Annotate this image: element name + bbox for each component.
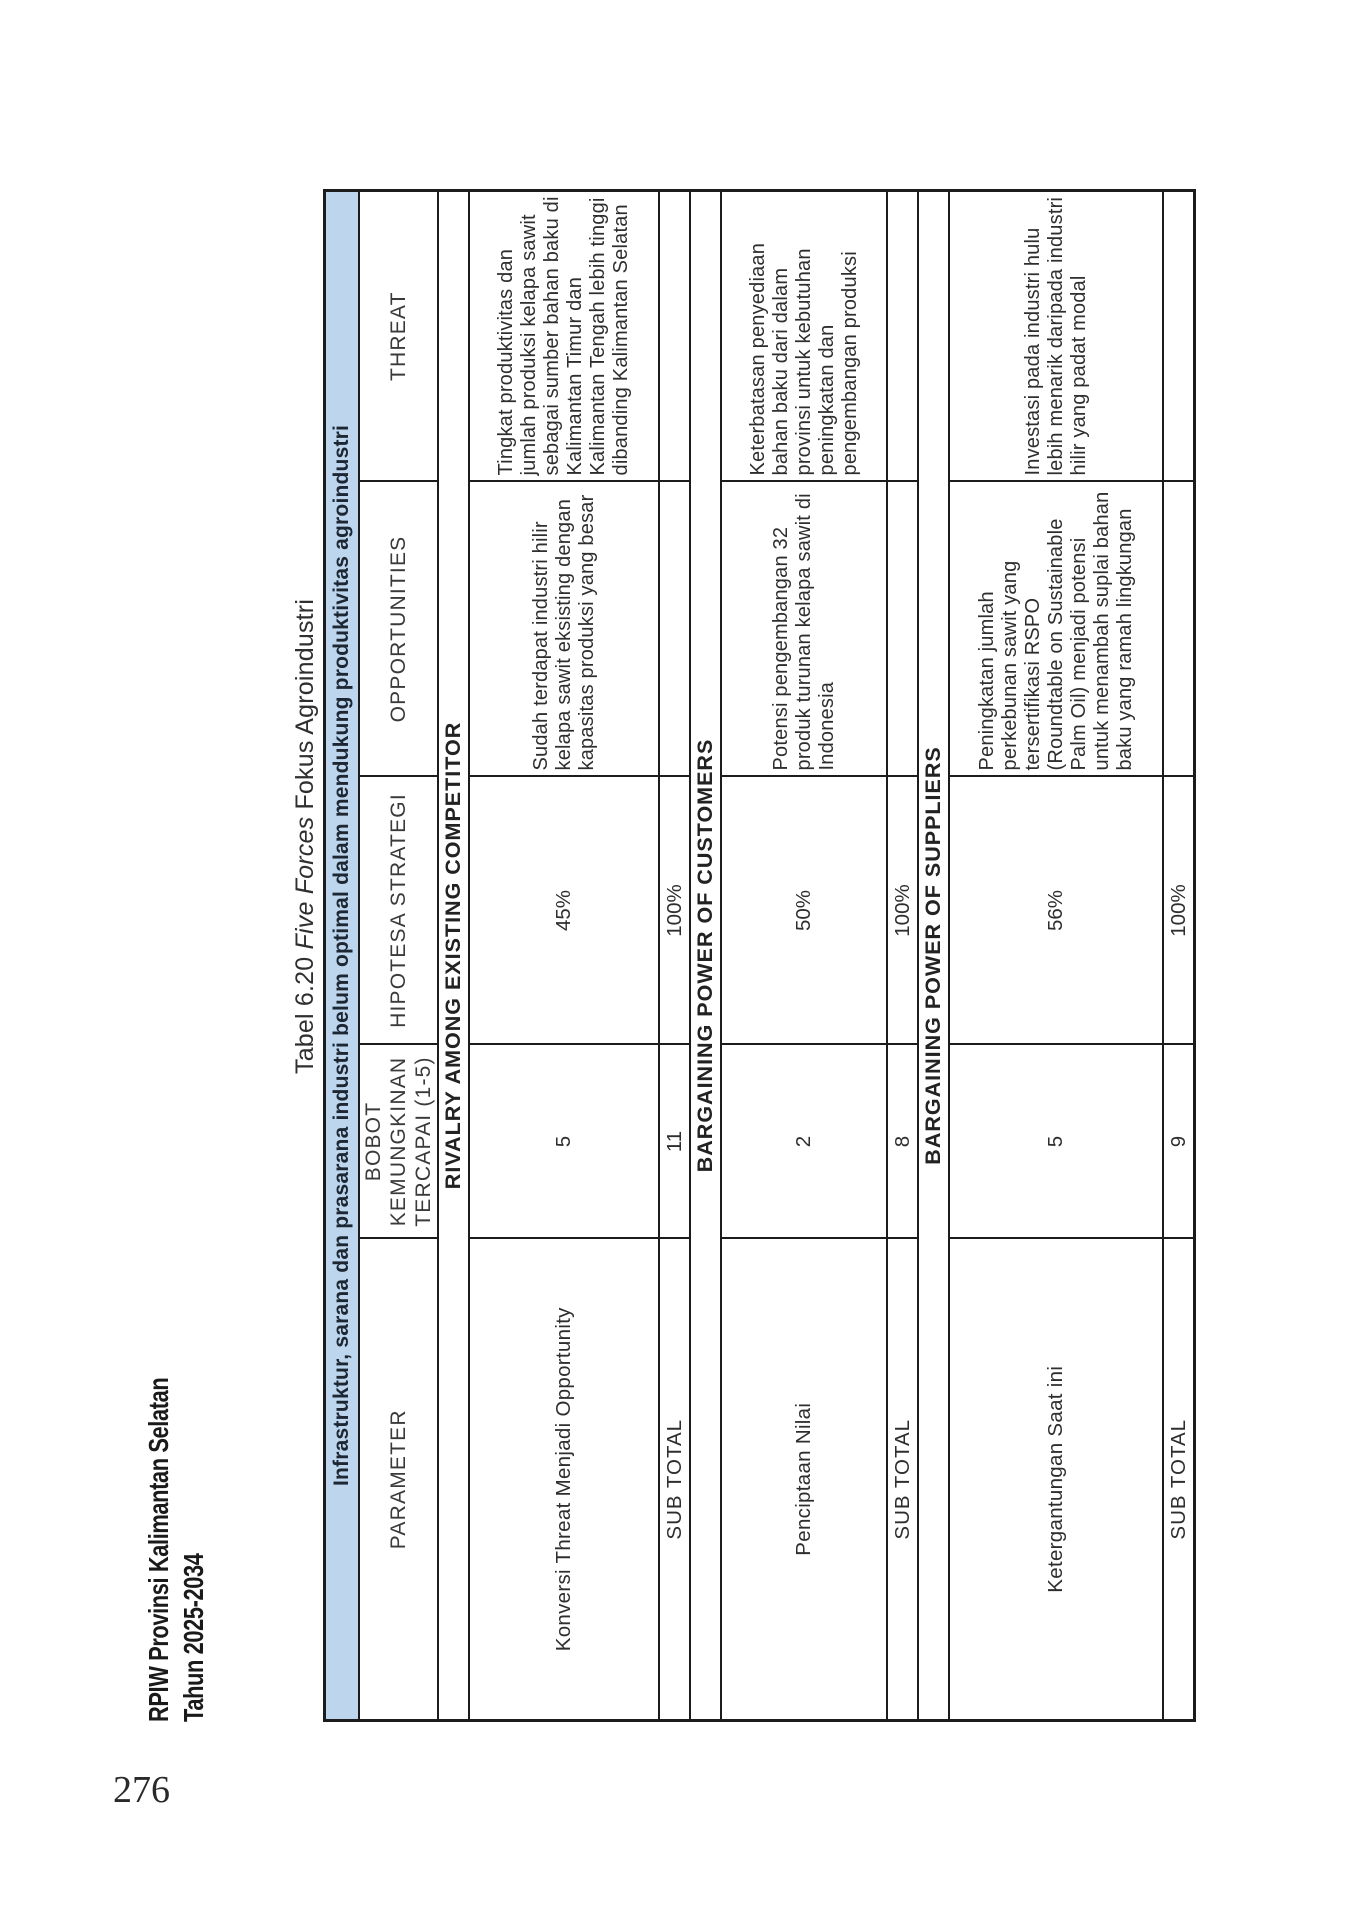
col-header-bobot: BOBOT KEMUNGKINAN TERCAPAI (1-5) — [359, 1045, 438, 1239]
rotated-table-block — [291, 192, 1196, 1722]
subtotal-bobot-rivalry: 11 — [659, 1045, 690, 1239]
subtotal-hipotesa-customers: 100% — [887, 777, 918, 1045]
subtotal-row-rivalry — [659, 190, 690, 1720]
subtotal-empty-opportunities-rivalry — [659, 482, 690, 777]
section-header-rivalry-cell: RIVALRY AMONG EXISTING COMPETITOR — [438, 190, 469, 1720]
table-title — [291, 192, 323, 1722]
subtotal-hipotesa-rivalry: 100% — [659, 777, 690, 1045]
cell-hipotesa-rivalry: 45% — [469, 777, 659, 1045]
cell-threat-customers: Keterbatasan penyediaan bahan baku dari dalam provinsi untuk kebutuhan peningkatan dan pengembangan produksi — [721, 190, 887, 481]
subtotal-label-customers: SUB TOTAL — [887, 1239, 918, 1721]
cell-threat-suppliers: Investasi pada industri hulu lebih menarik daripada industri hilir yang padat modal — [949, 190, 1163, 481]
subtotal-empty-opportunities-suppliers — [1163, 482, 1195, 777]
subtotal-bobot-customers: 8 — [887, 1045, 918, 1239]
table-title-suffix: Fokus Agroindustri — [291, 598, 319, 817]
cell-parameter-customers: Penciptaan Nilai — [721, 1239, 887, 1721]
subtotal-empty-threat-rivalry — [659, 190, 690, 481]
data-row-rivalry — [469, 190, 659, 1720]
subtotal-empty-threat-suppliers — [1163, 190, 1195, 481]
subtotal-empty-threat-customers — [887, 190, 918, 481]
subtotal-row-suppliers — [1163, 190, 1195, 1720]
cell-parameter-suppliers: Ketergantungan Saat ini — [949, 1239, 1163, 1721]
cell-parameter-rivalry: Konversi Threat Menjadi Opportunity — [469, 1239, 659, 1721]
cell-opportunities-suppliers: Peningkatan jumlah perkebunan sawit yang tersertifikasi RSPO (Roundtable on Sustainable Palm Oil) menjadi potensi untuk menambah suplai bahan baku yang ramah lingkungan — [949, 482, 1163, 777]
cell-bobot-suppliers: 5 — [949, 1045, 1163, 1239]
margin-note — [141, 1377, 211, 1722]
col-header-hipotesa: HIPOTESA STRATEGI — [359, 777, 438, 1045]
table-banner-row — [325, 190, 360, 1720]
cell-opportunities-customers: Potensi pengembangan 32 produk turunan kelapa sawit di Indonesia — [721, 482, 887, 777]
cell-hipotesa-suppliers: 56% — [949, 777, 1163, 1045]
subtotal-label-suppliers: SUB TOTAL — [1163, 1239, 1195, 1721]
section-header-customers-cell: BARGAINING POWER OF CUSTOMERS — [690, 190, 721, 1720]
subtotal-bobot-suppliers: 9 — [1163, 1045, 1195, 1239]
subtotal-hipotesa-suppliers: 100% — [1163, 777, 1195, 1045]
margin-note-line2: Tahun 2025-2034 — [178, 1553, 209, 1722]
table-banner-cell: Infrastruktur, sarana dan prasarana industri belum optimal dalam mendukung produktivitas agroindustri — [325, 190, 360, 1720]
col-header-parameter: PARAMETER — [359, 1239, 438, 1721]
data-row-customers — [721, 190, 887, 1720]
cell-bobot-rivalry: 5 — [469, 1045, 659, 1239]
table-title-italic: Five Forces — [291, 816, 319, 950]
page-number: 276 — [113, 1769, 170, 1811]
subtotal-row-customers — [887, 190, 918, 1720]
table-title-prefix: Tabel 6.20 — [291, 949, 319, 1074]
section-header-rivalry — [438, 190, 469, 1720]
cell-threat-rivalry: Tingkat produktivitas dan jumlah produksi kelapa sawit sebagai sumber bahan baku di Kalimantan Timur dan Kalimantan Tengah lebih tinggi dibanding Kalimantan Selatan — [469, 190, 659, 481]
table-header-row — [359, 190, 438, 1720]
data-row-suppliers — [949, 190, 1163, 1720]
margin-note-line1: RPIW Provinsi Kalimantan Selatan — [143, 1377, 174, 1722]
col-header-threat: THREAT — [359, 190, 438, 481]
cell-opportunities-rivalry: Sudah terdapat industri hilir kelapa sawit eksisting dengan kapasitas produksi yang besar — [469, 482, 659, 777]
cell-hipotesa-customers: 50% — [721, 777, 887, 1045]
subtotal-label-rivalry: SUB TOTAL — [659, 1239, 690, 1721]
cell-bobot-customers: 2 — [721, 1045, 887, 1239]
section-header-customers — [690, 190, 721, 1720]
five-forces-table — [323, 189, 1196, 1722]
section-header-suppliers-cell: BARGAINING POWER OF SUPPLIERS — [918, 190, 949, 1720]
section-header-suppliers — [918, 190, 949, 1720]
subtotal-empty-opportunities-customers — [887, 482, 918, 777]
col-header-opportunities: OPPORTUNITIES — [359, 482, 438, 777]
